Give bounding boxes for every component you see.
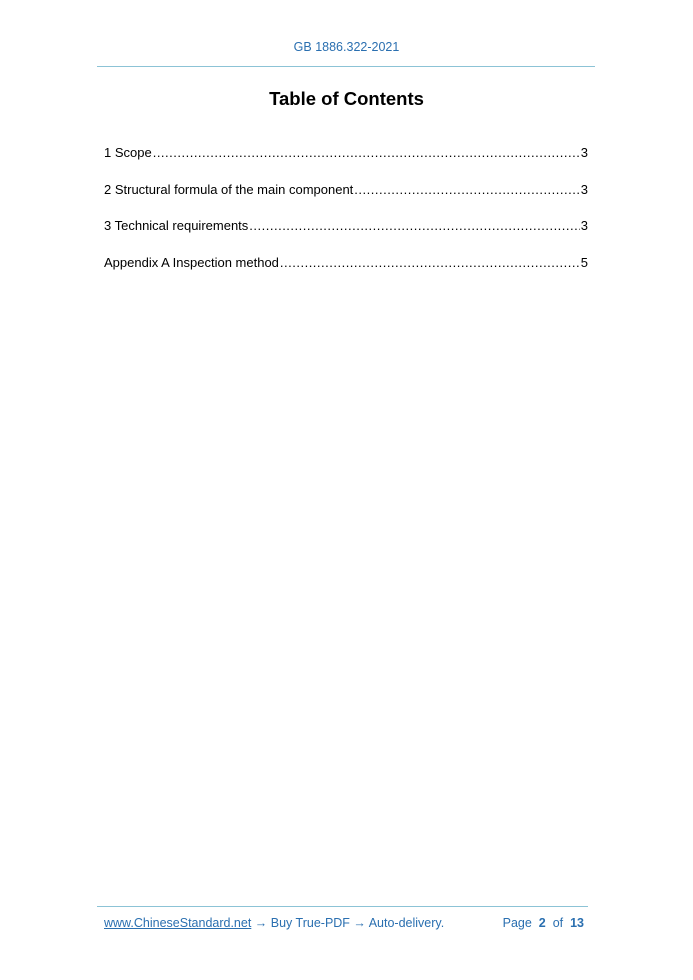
toc-entry-page: 3 [580,181,588,197]
toc-entry-structural-formula[interactable] [104,182,588,219]
toc-entry-label: 3 Technical requirements [104,218,249,233]
toc-entry-appendix-a[interactable] [104,255,588,292]
toc-entry-label: 2 Structural formula of the main component [104,181,354,197]
page-word: Page [502,916,532,930]
toc-dot-leader [354,182,579,197]
toc-entry-page: 5 [580,254,588,270]
page-footer [104,916,584,930]
toc-dot-leader [153,145,580,160]
toc-dot-leader [280,255,580,270]
footer-tagline: → Buy True-PDF → Auto-delivery. [251,916,445,930]
page-current: 2 [538,916,546,930]
page-title: Table of Contents [269,88,424,109]
toc-entry-label: Appendix A Inspection method [104,254,279,270]
footer-promo [104,916,444,930]
header-divider [97,66,595,67]
page-counter [503,916,584,930]
page-of: of [552,916,564,930]
toc-entry-label: 1 Scope [104,145,152,160]
footer-divider [97,906,588,907]
table-of-contents [104,145,588,291]
toc-entry-page: 3 [580,218,588,233]
toc-entry-technical-requirements[interactable] [104,218,588,255]
toc-entry-scope[interactable] [104,145,588,182]
toc-dot-leader [249,218,579,233]
toc-entry-page: 3 [580,145,588,160]
page-total: 13 [570,916,584,930]
running-header: GB 1886.322-2021 [293,40,400,54]
website-link[interactable]: www.ChineseStandard.net [104,916,252,930]
